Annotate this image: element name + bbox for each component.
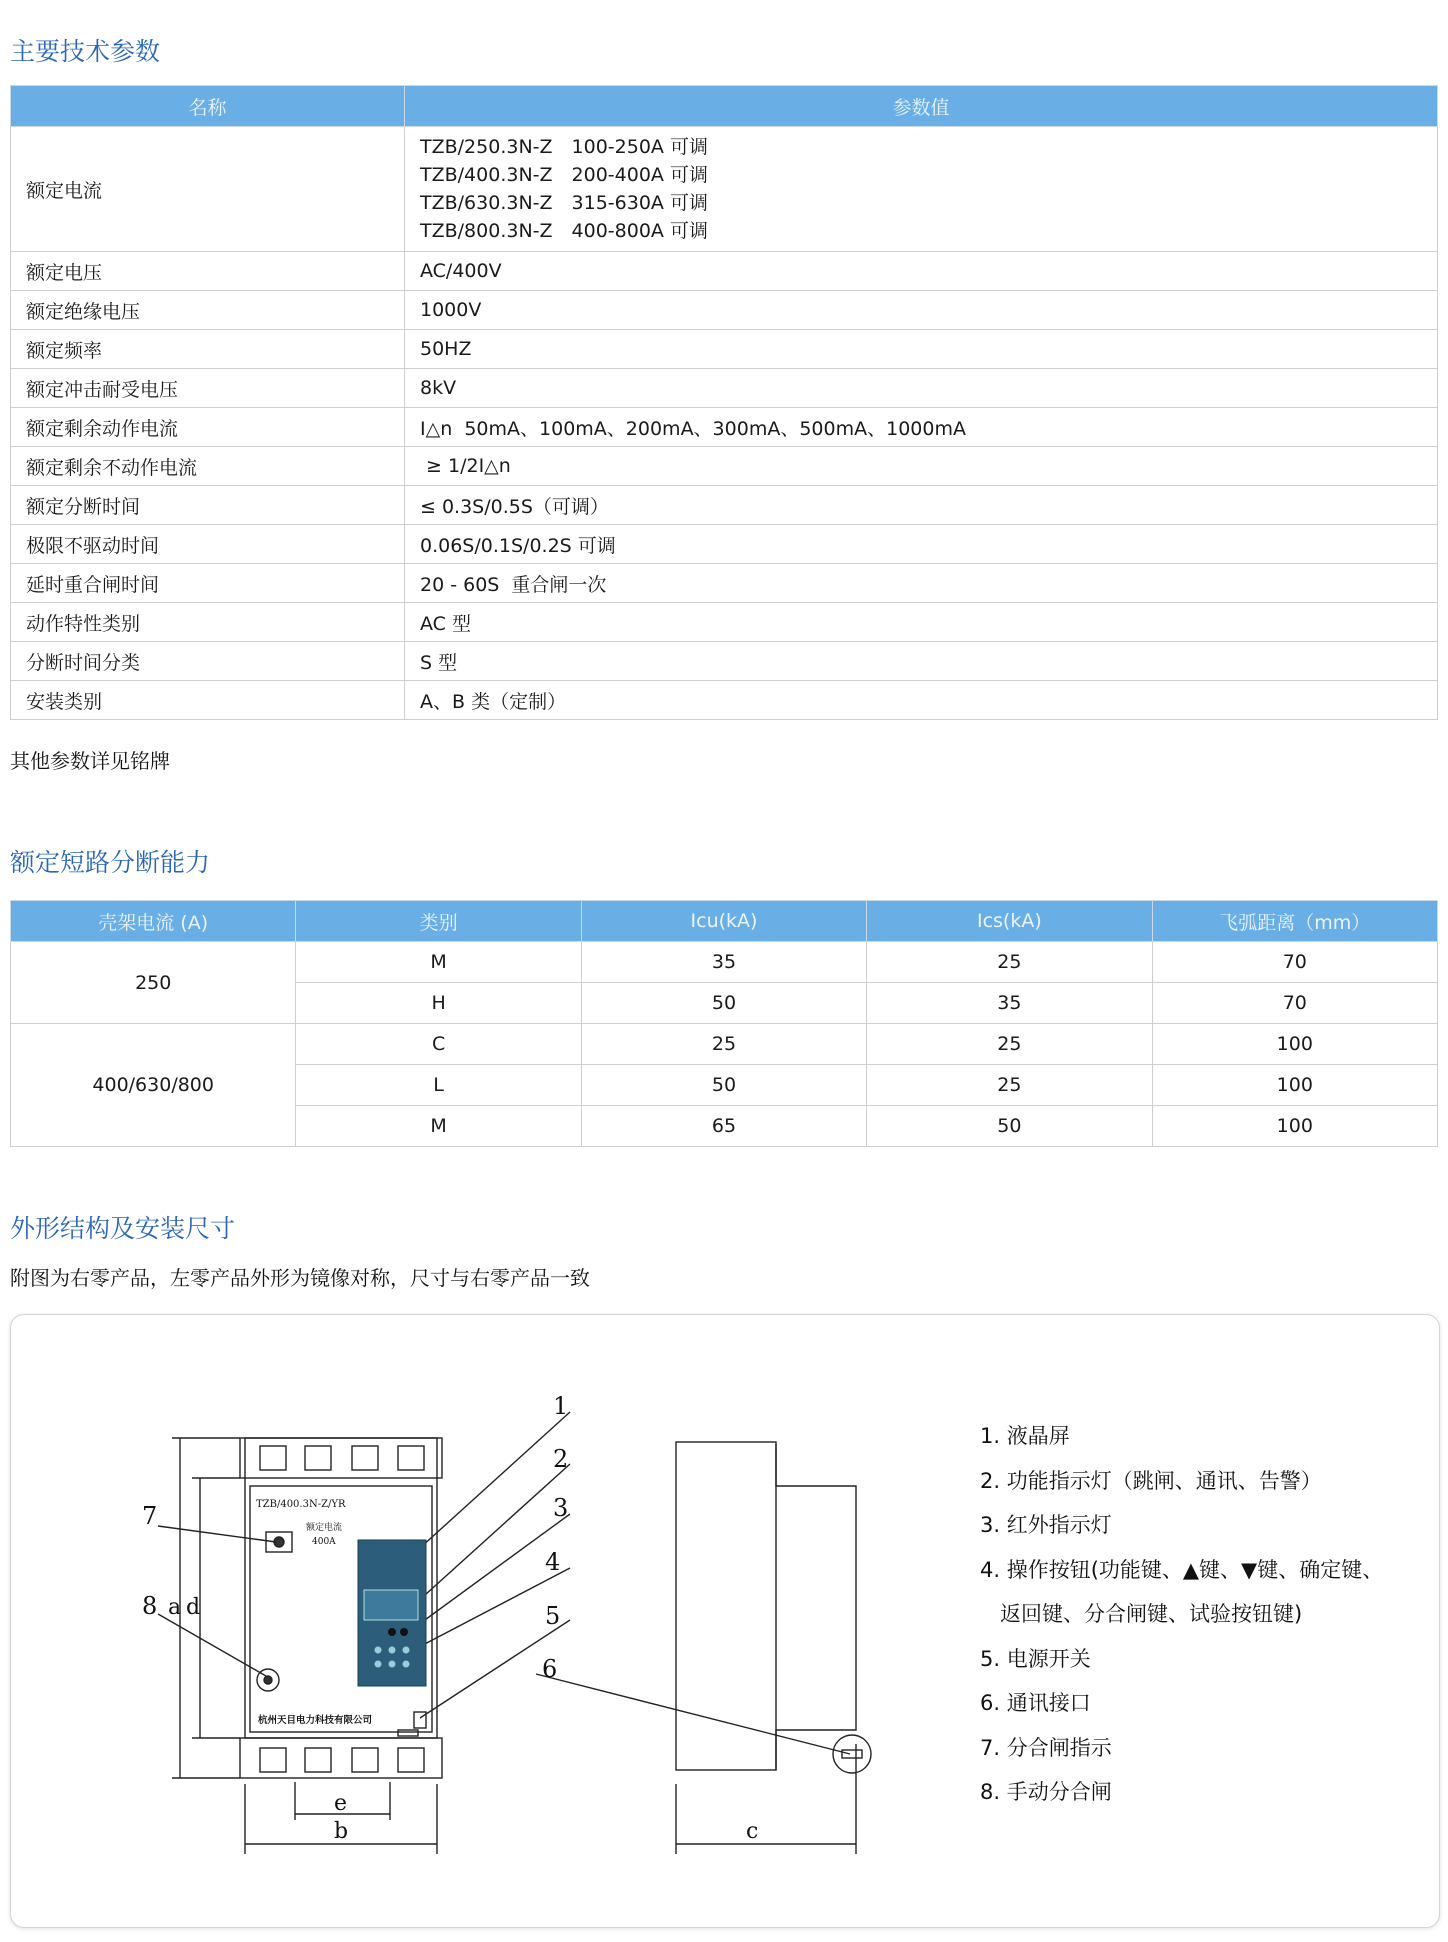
param-name: 额定绝缘电压 xyxy=(11,291,405,330)
param-value xyxy=(405,642,1438,681)
structure-section-title: 外形结构及安装尺寸 xyxy=(10,1214,236,1243)
frame-current: 400/630/800 xyxy=(11,1024,296,1147)
power-switch xyxy=(414,1712,426,1728)
param-name: 额定电流 xyxy=(11,127,405,252)
shortcircuit-cell: 25 xyxy=(867,1024,1152,1065)
shortcircuit-section-title: 额定短路分断能力 xyxy=(10,848,211,877)
param-name: 额定剩余不动作电流 xyxy=(11,447,405,486)
param-name: 延时重合闸时间 xyxy=(11,564,405,603)
legend-item: 3. 红外指示灯 xyxy=(980,1513,1112,1537)
param-value-line: 20 - 60S 重合闸一次 xyxy=(420,573,607,596)
shortcircuit-cell: 70 xyxy=(1152,942,1437,983)
param-value-line: ≥ 1/2I△n xyxy=(420,455,511,477)
param-value-line: 0.06S/0.1S/0.2S 可调 xyxy=(420,534,616,557)
legend-item: 1. 液晶屏 xyxy=(980,1424,1070,1448)
shortcircuit-table xyxy=(10,900,1438,1147)
shortcircuit-cell: M xyxy=(296,942,581,983)
shortcircuit-cell: 50 xyxy=(581,1065,866,1106)
shortcircuit-cell: 35 xyxy=(581,942,866,983)
callout-1: 1 xyxy=(553,1392,569,1420)
plate-model: TZB/400.3N-Z/YR xyxy=(256,1499,346,1510)
param-name: 分断时间分类 xyxy=(11,642,405,681)
dimension-b: b xyxy=(334,1819,349,1844)
param-name: 额定剩余动作电流 xyxy=(11,408,405,447)
frame-current: 250 xyxy=(11,942,296,1024)
callout-4: 4 xyxy=(545,1548,561,1576)
shortcircuit-cell: 25 xyxy=(867,1065,1152,1106)
params-table xyxy=(10,85,1438,720)
shortcircuit-cell: 65 xyxy=(581,1106,866,1147)
param-name: 额定频率 xyxy=(11,330,405,369)
param-value-line: ≤ 0.3S/0.5S（可调） xyxy=(420,495,609,518)
params-row xyxy=(11,642,1438,681)
params-header-name: 名称 xyxy=(11,86,405,127)
param-name: 额定冲击耐受电压 xyxy=(11,369,405,408)
param-value xyxy=(405,330,1438,369)
plate-manufacturer: 杭州天目电力科技有限公司 xyxy=(258,1715,373,1726)
legend-item: 5. 电源开关 xyxy=(980,1646,1091,1671)
param-value-line: A、B 类（定制） xyxy=(420,690,567,713)
shortcircuit-cell: 50 xyxy=(867,1106,1152,1147)
component-legend xyxy=(980,1420,1383,1821)
params-row xyxy=(11,330,1438,369)
shortcircuit-cell: 100 xyxy=(1152,1024,1437,1065)
params-header-value: 参数值 xyxy=(405,86,1438,127)
params-row xyxy=(11,681,1438,720)
shortcircuit-cell: 25 xyxy=(867,942,1152,983)
legend-item: 返回键、分合闸键、试验按钮键) xyxy=(1000,1602,1303,1626)
shortcircuit-header: 飞弧距离（mm） xyxy=(1152,901,1437,942)
legend-item: 6. 通讯接口 xyxy=(980,1691,1091,1715)
dimension-e: e xyxy=(334,1791,348,1816)
param-value xyxy=(405,408,1438,447)
params-section-title: 主要技术参数 xyxy=(10,37,161,66)
param-value xyxy=(405,291,1438,330)
shortcircuit-cell: 25 xyxy=(581,1024,866,1065)
dimension-c: c xyxy=(746,1819,759,1844)
structure-note: 附图为右零产品，左零产品外形为镜像对称，尺寸与右零产品一致 xyxy=(10,1266,590,1290)
shortcircuit-cell: C xyxy=(296,1024,581,1065)
param-value-line: AC 型 xyxy=(420,612,471,635)
breaker-side-body xyxy=(676,1442,776,1770)
param-value-line: TZB/800.3N-Z 400-800A 可调 xyxy=(420,220,708,242)
param-value xyxy=(405,447,1438,486)
param-value-line: AC/400V xyxy=(420,260,502,282)
param-value-line: TZB/250.3N-Z 100-250A 可调 xyxy=(420,136,708,158)
param-value xyxy=(405,369,1438,408)
params-row xyxy=(11,127,1438,252)
legend-item: 7. 分合闸指示 xyxy=(980,1735,1112,1760)
plate-current-value: 400A xyxy=(312,1537,336,1547)
param-value xyxy=(405,127,1438,252)
param-value-line: TZB/630.3N-Z 315-630A 可调 xyxy=(420,192,708,214)
param-value xyxy=(405,486,1438,525)
callout-7: 7 xyxy=(142,1502,158,1530)
param-value-line: 50HZ xyxy=(420,338,472,360)
shortcircuit-header: 壳架电流 (A) xyxy=(11,901,296,942)
shortcircuit-cell: 100 xyxy=(1152,1065,1437,1106)
dimension-d: d xyxy=(186,1595,201,1620)
shortcircuit-cell: 100 xyxy=(1152,1106,1437,1147)
legend-item: 4. 操作按钮(功能键、▲键、▼键、确定键、 xyxy=(980,1557,1384,1582)
params-row xyxy=(11,603,1438,642)
params-row xyxy=(11,408,1438,447)
shortcircuit-cell: H xyxy=(296,983,581,1024)
param-name: 动作特性类别 xyxy=(11,603,405,642)
shortcircuit-row xyxy=(11,942,1438,983)
dimension-a: a xyxy=(168,1595,182,1620)
legend-item: 2. 功能指示灯（跳闸、通讯、告警） xyxy=(980,1468,1322,1493)
shortcircuit-cell: 35 xyxy=(867,983,1152,1024)
shortcircuit-cell: 70 xyxy=(1152,983,1437,1024)
param-value xyxy=(405,525,1438,564)
param-value xyxy=(405,252,1438,291)
param-value-line: S 型 xyxy=(420,651,458,674)
callout-5: 5 xyxy=(545,1602,561,1630)
param-value-line: 1000V xyxy=(420,299,482,321)
params-row xyxy=(11,447,1438,486)
shortcircuit-cell: M xyxy=(296,1106,581,1147)
params-row xyxy=(11,369,1438,408)
callout-2: 2 xyxy=(553,1445,569,1473)
param-name: 额定电压 xyxy=(11,252,405,291)
callout-3: 3 xyxy=(553,1494,569,1522)
shortcircuit-row xyxy=(11,1024,1438,1065)
param-value xyxy=(405,564,1438,603)
shortcircuit-cell: L xyxy=(296,1065,581,1106)
callout-6: 6 xyxy=(542,1655,558,1683)
param-value-line: I△n 50mA、100mA、200mA、300mA、500mA、1000mA xyxy=(420,417,966,440)
param-name: 额定分断时间 xyxy=(11,486,405,525)
callout-8: 8 xyxy=(142,1592,158,1620)
param-name: 极限不驱动时间 xyxy=(11,525,405,564)
param-value xyxy=(405,681,1438,720)
params-row xyxy=(11,252,1438,291)
legend-item: 8. 手动分合闸 xyxy=(980,1780,1112,1804)
param-value xyxy=(405,603,1438,642)
param-value-line: 8kV xyxy=(420,377,457,399)
breaker-drawing xyxy=(0,1314,960,1914)
param-name: 安装类别 xyxy=(11,681,405,720)
params-row xyxy=(11,291,1438,330)
plate-current-label: 额定电流 xyxy=(306,1523,343,1533)
shortcircuit-header: 类别 xyxy=(296,901,581,942)
params-row xyxy=(11,525,1438,564)
shortcircuit-header: Icu(kA) xyxy=(581,901,866,942)
shortcircuit-header: Ics(kA) xyxy=(867,901,1152,942)
params-note: 其他参数详见铭牌 xyxy=(10,749,170,773)
shortcircuit-cell: 50 xyxy=(581,983,866,1024)
params-row xyxy=(11,486,1438,525)
params-row xyxy=(11,564,1438,603)
param-value-line: TZB/400.3N-Z 200-400A 可调 xyxy=(420,164,708,186)
